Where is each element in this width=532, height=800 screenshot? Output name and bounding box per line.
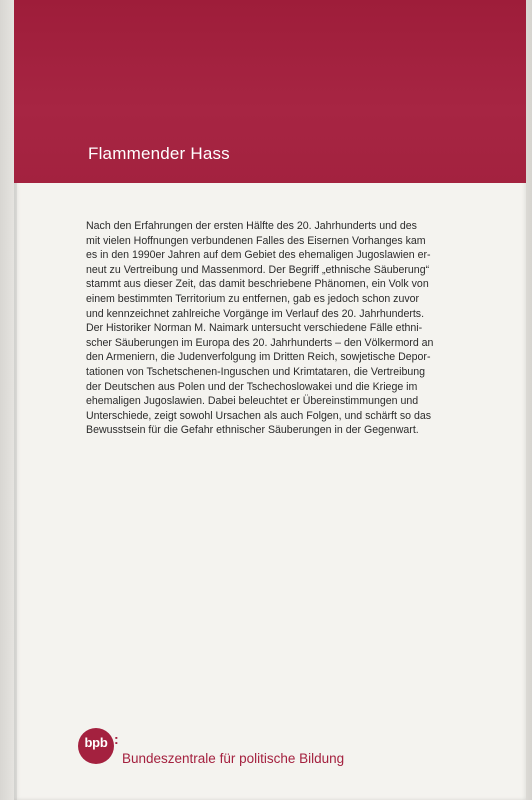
blurb-line: tationen von Tschetschenen-Inguschen und Krimtataren, die Vertreibung [86,365,426,378]
blurb-line: Der Historiker Norman M. Naimark untersucht verschiedene Fälle ethni- [86,322,423,335]
bpb-logo-colon: : [114,731,119,747]
bpb-logo [78,728,114,764]
blurb-line: Bewusstsein für die Gefahr ethnischer Säuberungen in der Gegenwart. [86,424,419,437]
bpb-logo-text: bpb [84,735,108,750]
blurb-line: mit vielen Hoffnungen verbundenen Falles des Eisernen Vorhanges kam [86,234,426,247]
book-back-cover [14,0,526,800]
blurb-line: neut zu Vertreibung und Massenmord. Der Begriff „ethnische Säuberung“ [86,263,430,276]
book-title: Flammender Hass [88,144,230,163]
blurb-line: scher Säuberungen im Europa des 20. Jahrhunderts – den Völkermord an [86,336,434,349]
blurb-line: ehemaligen Jugoslawien. Dabei beleuchtet er Übereinstimmungen und [86,395,419,408]
blurb-line: einem bestimmten Territorium zu entfernen, gab es jedoch schon zuvor [86,292,420,305]
blurb-line: Unterschiede, zeigt sowohl Ursachen als auch Folgen, und schärft so das [86,409,432,422]
publisher-name: Bundeszentrale für politische Bildung [122,751,345,766]
blurb-line: stammt aus dieser Zeit, das damit beschriebene Phänomen, ein Volk von [86,278,429,291]
blurb-line: den Armeniern, die Judenverfolgung im Dritten Reich, sowjetische Depor- [86,351,431,364]
title-band [14,0,526,183]
blurb-line: Nach den Erfahrungen der ersten Hälfte des 20. Jahrhunderts und des [86,220,417,232]
blurb-line: der Deutschen aus Polen und der Tschechoslowakei und die Kriege im [86,380,418,393]
blurb-line: es in den 1990er Jahren auf dem Gebiet des ehemaligen Jugoslawien er- [86,249,431,262]
blurb-line: und kennzeichnet zahlreiche Vorgänge im Verlauf des 20. Jahrhunderts. [86,307,425,320]
blurb-text [86,219,486,438]
